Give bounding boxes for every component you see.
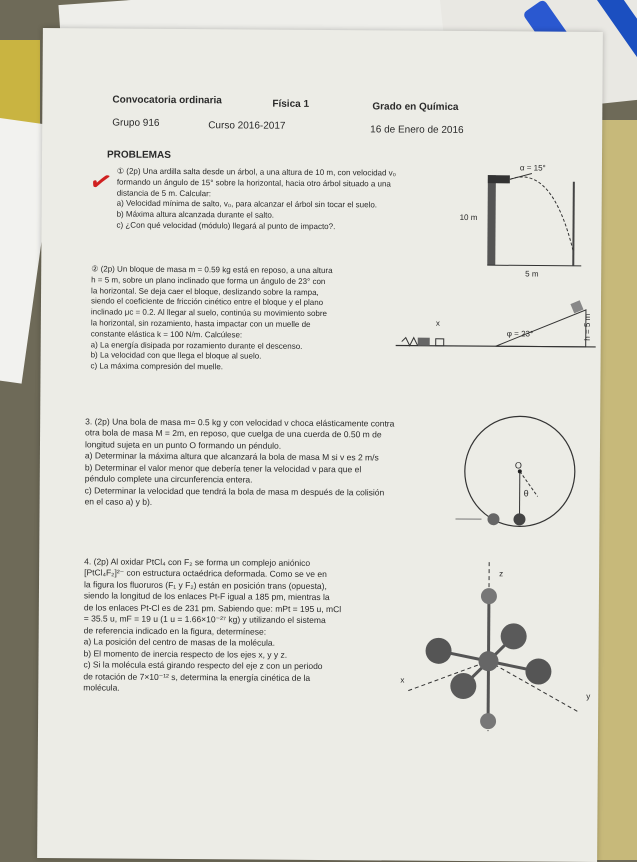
exam-title: Convocatoria ordinaria [112, 94, 222, 108]
squirrel-figure [481, 161, 592, 272]
p2-line: c) La máxima compresión del muelle. [91, 362, 332, 374]
fig1-angle: α = 15° [520, 163, 546, 174]
p4-line: a) La posición del centro de masas de la molécula. [84, 637, 341, 650]
p4-line: 4. (2p) Al oxidar PtCl₄ con F₂ se forma un complejo aniónico [84, 556, 341, 569]
axis-z-label: z [499, 569, 503, 580]
p3-line: péndulo complete una circunferencia entera. [85, 474, 394, 488]
p2-line: siendo el coeficiente de fricción cinético entre el bloque y el plano [91, 297, 332, 309]
p4-line: = 35.5 u, mF = 19 u (1 u = 1.66×10⁻²⁷ kg) y utilizando el sistema [84, 614, 341, 627]
p2-line: b) La velocidad con que llega el bloque al suelo. [91, 351, 332, 363]
p3-line: a) Determinar la máxima altura que alcanzará la bola de masa M si v es 2 m/s [85, 451, 394, 465]
p3-line: c) Determinar la velocidad que tendrá la bola de masa m después de la colisión [85, 485, 394, 499]
p4-line: c) Si la molécula está girando respecto del eje z con un periodo [83, 660, 340, 673]
group: Grupo 916 [112, 117, 159, 131]
p2-line: ② (2p) Un bloque de masa m = 0.59 kg está en reposo, a una altura [91, 264, 332, 276]
p3-line: 3. (2p) Una bola de masa m= 0.5 kg y con velocidad v choca elásticamente contra [85, 416, 394, 430]
p4-line: de los enlaces Pt-Cl es de 231 pm. Sabiendo que: mPt = 195 u, mCl [84, 602, 341, 615]
p1-line: a) Velocidad mínima de salto, v₀, para alcanzar el árbol sin tocar el suelo. [117, 199, 396, 212]
p4-line: la figura los fluoruros (F₁ y F₂) están en posición trans (opuesta), [84, 579, 341, 592]
problem-1 [116, 167, 396, 234]
p2-line: la horizontal. Se deja caer el bloque, deslizando sobre la rampa, [91, 286, 332, 298]
p3-line: otra bola de masa M = 2m, en reposo, que cuelga de una cuerda de 0.50 m de [85, 428, 394, 442]
p3-line: en el caso a) y b). [85, 497, 394, 511]
axis-y-label: y [586, 692, 590, 703]
p3-line: b) Determinar el valor menor que debería tener la velocidad v para que el [85, 462, 394, 476]
pendulum-figure [459, 411, 590, 542]
molecule-figure [408, 556, 589, 737]
subject: Física 1 [272, 98, 309, 112]
p2-line: a) La energía disipada por rozamiento durante el descenso. [91, 340, 332, 352]
problem-2 [91, 264, 333, 374]
date: 16 de Enero de 2016 [370, 123, 464, 137]
p2-line: constante elástica k = 100 N/m. Calcúlese: [91, 329, 332, 341]
fig2-height: h = 5 m [583, 314, 594, 341]
fig1-height: 10 m [460, 213, 478, 224]
p3-line: longitud sujeta en un punto O formando un péndulo. [85, 439, 394, 453]
p2-line: la horizontal, sin rozamiento, hasta impactar con un muelle de [91, 318, 332, 330]
problem-4 [83, 556, 341, 695]
exam-sheet [37, 28, 603, 862]
fig2-angle: φ = 23° [507, 329, 533, 340]
fig1-distance: 5 m [525, 269, 538, 280]
p4-line: molécula. [83, 683, 340, 696]
problem-3 [85, 416, 395, 510]
fig3-theta: θ [524, 487, 529, 499]
p4-line: siendo la longitud de los enlaces Pt-F igual a 185 pm, mientras la [84, 591, 341, 604]
fig2-x: x [436, 319, 440, 330]
incline-figure [396, 291, 596, 352]
p1-line: formando un ángulo de 15° sobre la horizontal, hacia otro árbol situado a una [117, 177, 396, 190]
p4-line: de referencia indicado en la figura, determínese: [84, 625, 341, 638]
p1-line: b) Máxima altura alcanzada durante el salto. [117, 210, 396, 223]
p2-line: h = 5 m, sobre un plano inclinado que forma un ángulo de 23° con [91, 275, 332, 287]
course: Curso 2016-2017 [208, 119, 285, 133]
p1-line: ① (2p) Una ardilla salta desde un árbol, a una altura de 10 m, con velocidad v₀ [117, 167, 396, 180]
red-check-mark: ✓ [86, 164, 115, 200]
p4-line: [PtCl₄F₂]²⁻ con estructura octaédrica deformada. Como se ve en [84, 568, 341, 581]
p2-line: inclinado μc = 0.2. Al llegar al suelo, continúa su movimiento sobre [91, 308, 332, 320]
p4-line: de rotación de 7×10⁻¹² s, determina la energía cinética de la [83, 671, 340, 684]
section-title: PROBLEMAS [107, 149, 171, 163]
p1-line: distancia de 5 m. Calcular: [117, 188, 396, 201]
degree: Grado en Química [372, 100, 458, 114]
p1-line: c) ¿Con qué velocidad (módulo) llegará al punto de impacto?. [116, 221, 395, 234]
fig3-O: O [515, 459, 522, 471]
axis-x-label: x [400, 676, 404, 687]
p4-line: b) El momento de inercia respecto de los ejes x, y y z. [83, 648, 340, 661]
